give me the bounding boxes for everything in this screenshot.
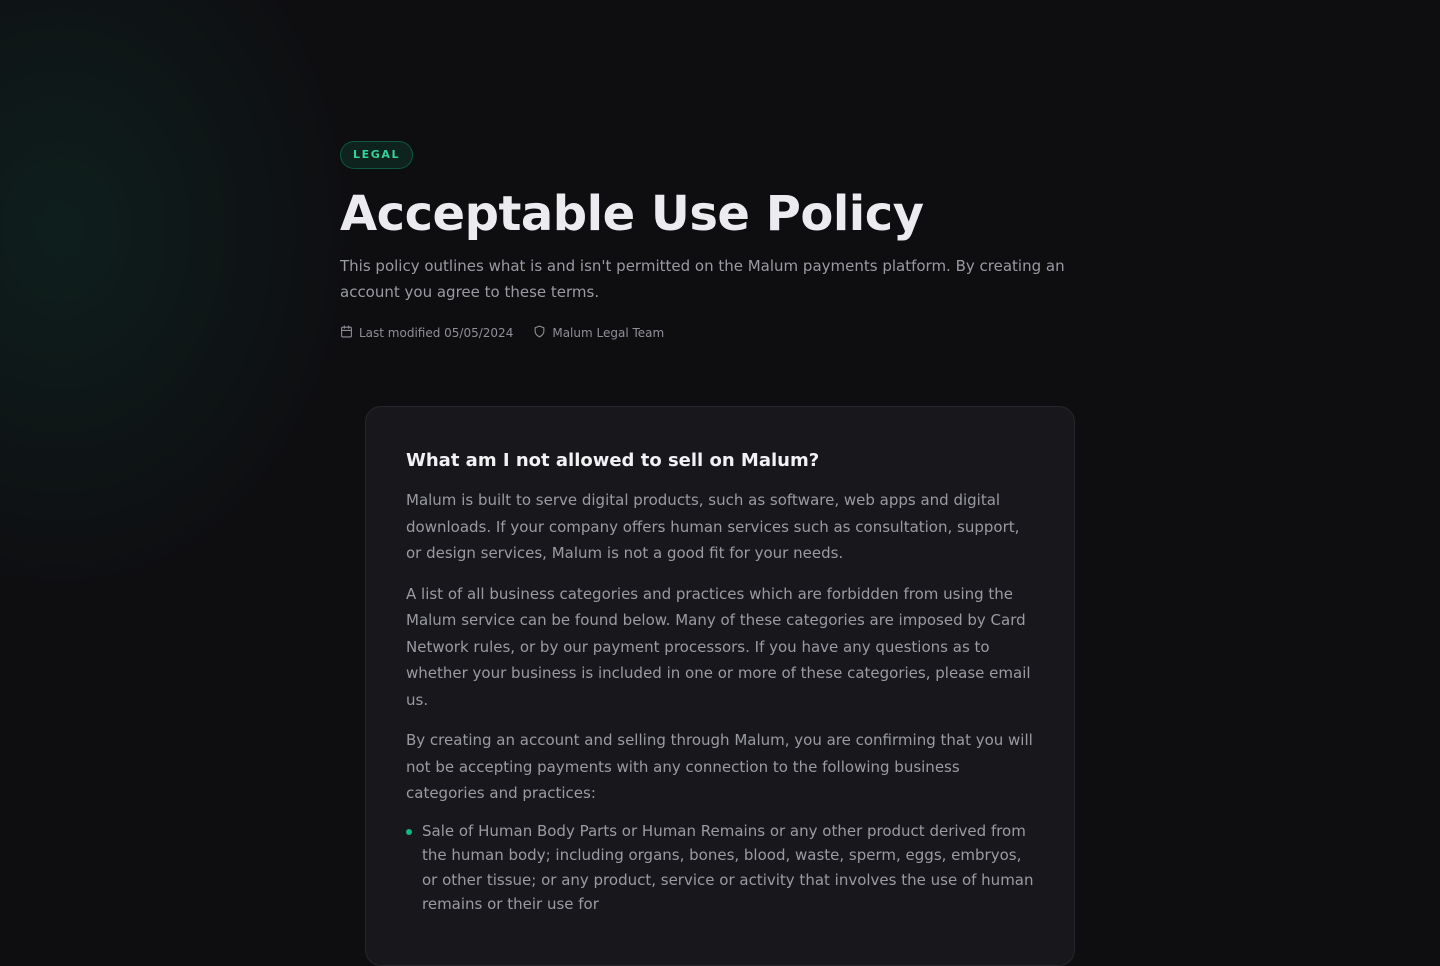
section-paragraph: A list of all business categories and practices which are forbidden from using the Malum service can be found below. Many of these categories are imposed by Card Network rules, or by our payment processors. If you have any questions as to whether your business is included in one or more of these categories, please email us. — [406, 584, 1031, 709]
list-item-text: Sale of Human Body Parts or Human Remains or any other product derived from the human body; including organs, bones, blood, waste, sperm, eggs, embryos, or other tissue; or any product, service or activity that involves the use of human remains or their use for — [422, 821, 1034, 913]
page-subtitle: This policy outlines what is and isn't permitted on the Malum payments platform. By creating an account you agree to these terms. — [340, 257, 1065, 301]
shield-icon — [533, 325, 552, 341]
prohibited-list — [406, 819, 1034, 917]
section-paragraph: Malum is built to serve digital products, such as software, web apps and digital downloads. If your company offers human services such as consultation, support, or design services, Malum is not a good fit for your needs. — [406, 491, 1020, 562]
calendar-icon — [340, 325, 359, 341]
bullet-dot — [406, 829, 412, 835]
category-badge: LEGAL — [340, 141, 413, 169]
author-text: Malum Legal Team — [552, 326, 665, 340]
section-heading: What am I not allowed to sell on Malum? — [406, 450, 820, 471]
policy-card — [365, 406, 1075, 966]
meta-row — [340, 325, 1080, 341]
page-title: Acceptable Use Policy — [340, 186, 924, 242]
list-item — [406, 819, 1034, 917]
section-paragraph: By creating an account and selling through Malum, you are confirming that you will not be accepting payments with any connection to the following business categories and practices: — [406, 731, 1033, 802]
author — [533, 325, 664, 341]
last-modified — [340, 325, 513, 341]
last-modified-text: Last modified 05/05/2024 — [359, 326, 514, 340]
page-header — [340, 141, 1080, 341]
